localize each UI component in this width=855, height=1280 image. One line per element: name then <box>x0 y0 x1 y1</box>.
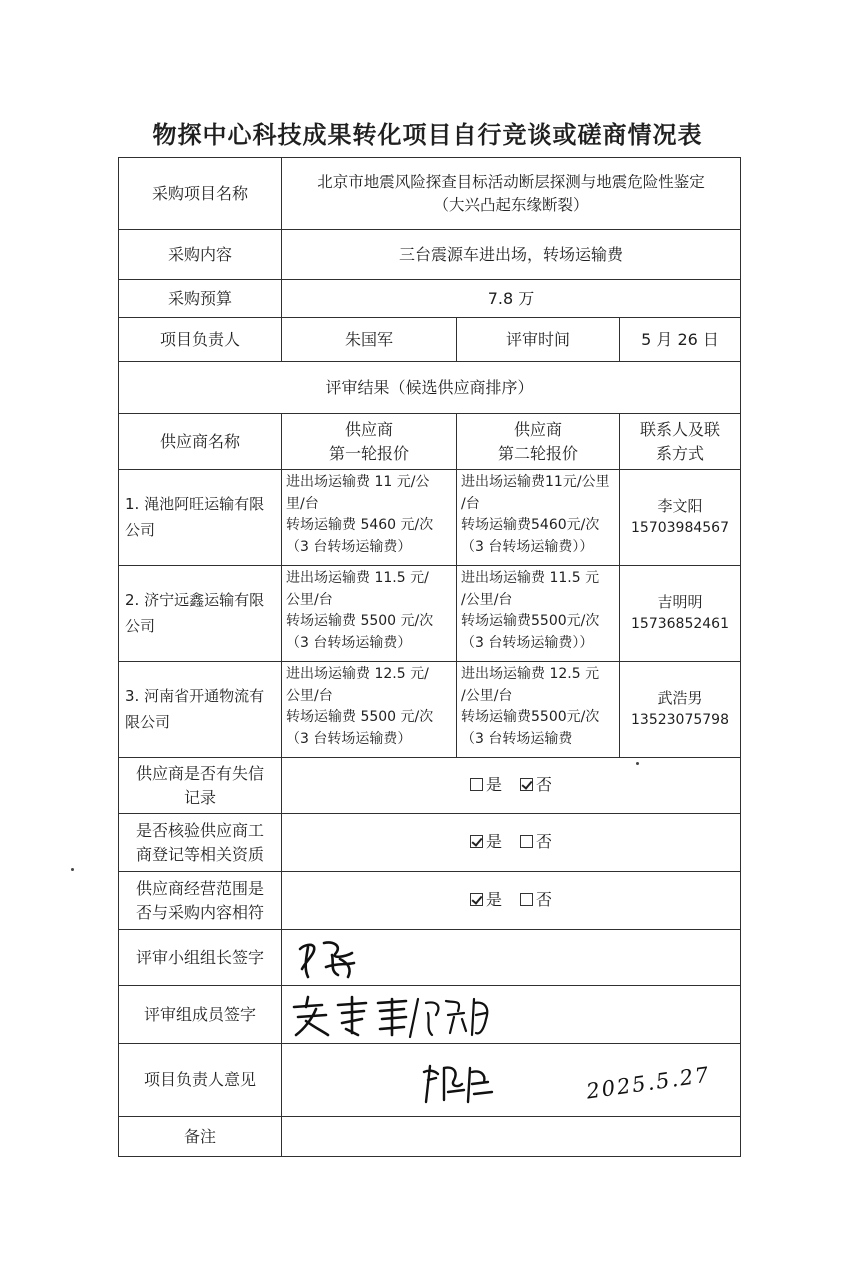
quote-line: 进出场运输费 11 元/公 <box>286 474 430 490</box>
manager-label: 项目负责人 <box>119 318 282 362</box>
check-label-line-1: 是否核验供应商工 <box>135 821 264 841</box>
scan-dot-mark <box>636 762 639 765</box>
quote-line: 转场运输费5500元/次 <box>461 613 600 630</box>
round2-quote-cell <box>457 470 620 566</box>
contact-phone: 15703984567 <box>631 520 729 537</box>
document-title: 物探中心科技成果转化项目自行竞谈或磋商情况表 <box>152 121 703 149</box>
quote-line: 进出场运输费 12.5 元/ <box>286 666 429 682</box>
check-label-cell <box>119 872 282 930</box>
quote-line: （3 台转场运输费 <box>461 731 573 748</box>
quote-line: 公里/台 <box>286 591 333 608</box>
supplier-name-line-1: 1. 渑池阿旺运输有限 <box>125 495 265 513</box>
supplier-name-cell <box>119 566 282 662</box>
round1-quote-cell <box>282 566 457 662</box>
quote-line: 转场运输费5460元/次 <box>461 517 600 534</box>
contact-cell <box>620 470 741 566</box>
business-scope-row <box>119 872 741 930</box>
round1-header-line-2: 第一轮报价 <box>328 443 409 463</box>
supplier-name-line-2: 限公司 <box>125 712 171 731</box>
no-checkbox-box <box>520 893 533 906</box>
quote-line: 进出场运输费 12.5 元 <box>461 666 600 682</box>
project-name-label: 采购项目名称 <box>119 158 282 230</box>
round2-quote-cell <box>457 662 620 758</box>
no-checkbox-label: 否 <box>536 832 553 852</box>
purchase-content-label: 采购内容 <box>119 230 282 280</box>
contact-cell <box>620 662 741 758</box>
quote-line: （3 台转场运输费） <box>286 539 412 556</box>
members-handwritten-signature <box>286 989 496 1041</box>
review-time-value: 5 月 26 日 <box>620 318 741 362</box>
members-signature-row <box>119 986 741 1044</box>
check-label-cell <box>119 814 282 872</box>
leader-signature-row <box>119 930 741 986</box>
quote-line: 转场运输费5500元/次 <box>461 709 600 726</box>
quote-line: 公里/台 <box>286 687 333 704</box>
remarks-label: 备注 <box>119 1117 282 1157</box>
yes-checkbox-box <box>470 835 483 848</box>
results-header-row <box>119 414 741 470</box>
remarks-cell[interactable] <box>282 1117 741 1157</box>
no-checkbox[interactable] <box>520 830 552 853</box>
check-options-cell <box>282 872 741 930</box>
supplier-name-header: 供应商名称 <box>119 414 282 470</box>
quote-line: 进出场运输费 11.5 元/ <box>286 570 429 586</box>
supplier-row <box>119 566 741 662</box>
members-signature-label: 评审组成员签字 <box>119 986 282 1044</box>
no-checkbox-label: 否 <box>536 890 553 910</box>
round1-header <box>282 414 457 470</box>
quote-line: /公里/台 <box>461 687 513 704</box>
contact-cell <box>620 566 741 662</box>
contact-header-line-2: 系方式 <box>656 443 705 463</box>
quote-line: 转场运输费 5460 元/次 <box>286 517 434 534</box>
project-name-value <box>282 158 741 230</box>
check-options-cell <box>282 814 741 872</box>
contact-name: 武浩男 <box>657 689 703 708</box>
project-name-row <box>119 158 741 230</box>
check-options-cell <box>282 758 741 814</box>
yes-checkbox-label: 是 <box>485 775 502 795</box>
check-label-line-2: 记录 <box>183 787 216 807</box>
manager-opinion-cell[interactable] <box>282 1044 741 1117</box>
yes-checkbox-box <box>470 893 483 906</box>
quote-line: （3 台转场运输费）） <box>461 635 594 652</box>
check-label-line-1: 供应商经营范围是 <box>135 879 264 899</box>
quote-line: /台 <box>461 495 480 512</box>
check-label-cell <box>119 758 282 814</box>
yes-checkbox[interactable] <box>470 830 502 853</box>
round2-quote-cell <box>457 566 620 662</box>
results-section-title: 评审结果（候选供应商排序） <box>119 362 741 414</box>
round2-header-line-2: 第二轮报价 <box>497 443 578 463</box>
leader-handwritten-signature <box>286 933 386 983</box>
no-checkbox[interactable] <box>520 773 552 796</box>
supplier-name-cell <box>119 470 282 566</box>
review-time-label: 评审时间 <box>457 318 620 362</box>
round1-quote-cell <box>282 470 457 566</box>
quote-line: （3 台转场运输费） <box>286 731 412 748</box>
members-signature-cell[interactable] <box>282 986 741 1044</box>
supplier-row <box>119 662 741 758</box>
quote-line: 转场运输费 5500 元/次 <box>286 613 434 630</box>
quote-line: 进出场运输费 11.5 元 <box>461 570 600 586</box>
no-checkbox-box <box>520 835 533 848</box>
results-title-row <box>119 362 741 414</box>
check-label-line-2: 商登记等相关资质 <box>135 844 264 864</box>
no-checkbox-box <box>520 778 533 791</box>
budget-label: 采购预算 <box>119 280 282 318</box>
purchase-content-row <box>119 230 741 280</box>
quote-line: （3 台转场运输费）） <box>461 539 594 556</box>
quote-line: /公里/台 <box>461 591 513 608</box>
manager-opinion-row <box>119 1044 741 1117</box>
supplier-name-line-1: 2. 济宁远鑫运输有限 <box>125 591 265 609</box>
round1-quote-cell <box>282 662 457 758</box>
yes-checkbox-label: 是 <box>485 890 502 910</box>
contact-name: 吉明明 <box>657 593 703 612</box>
scan-dot-mark <box>71 868 74 871</box>
project-name-line-2: （大兴凸起东缘断裂） <box>433 195 589 214</box>
remarks-row <box>119 1117 741 1157</box>
contact-header-line-1: 联系人及联 <box>640 420 721 440</box>
qualification-check-row <box>119 814 741 872</box>
supplier-row <box>119 470 741 566</box>
project-name-line-1: 北京市地震风险探查目标活动断层探测与地震危险性鉴定 <box>317 173 705 192</box>
contact-name: 李文阳 <box>657 497 703 516</box>
supplier-name-line-2: 公司 <box>125 616 156 635</box>
credit-record-row <box>119 758 741 814</box>
contact-phone: 13523075798 <box>631 712 729 729</box>
quote-line: （3 台转场运输费） <box>286 635 412 652</box>
yes-checkbox[interactable] <box>470 773 502 796</box>
yes-checkbox-label: 是 <box>485 832 502 852</box>
manager-signature-date: 2025.5.27 <box>584 1062 712 1104</box>
budget-value: 7.8 万 <box>282 280 741 318</box>
leader-signature-label: 评审小组组长签字 <box>119 930 282 986</box>
yes-checkbox[interactable] <box>470 888 502 911</box>
round1-header-line-1: 供应商 <box>344 420 393 440</box>
manager-handwritten-signature <box>414 1056 514 1108</box>
manager-opinion-label: 项目负责人意见 <box>119 1044 282 1117</box>
supplier-name-line-1: 3. 河南省开通物流有 <box>125 687 265 705</box>
supplier-name-cell <box>119 662 282 758</box>
no-checkbox[interactable] <box>520 888 552 911</box>
supplier-name-line-2: 公司 <box>125 520 156 539</box>
check-label-line-2: 否与采购内容相符 <box>135 902 264 922</box>
quote-line: 转场运输费 5500 元/次 <box>286 709 434 726</box>
contact-header <box>620 414 741 470</box>
budget-row <box>119 280 741 318</box>
check-label-line-1: 供应商是否有失信 <box>135 764 264 784</box>
purchase-content-value: 三台震源车进出场，转场运输费 <box>282 230 741 280</box>
manager-row <box>119 318 741 362</box>
yes-checkbox-box <box>470 778 483 791</box>
procurement-form-table <box>118 157 741 1157</box>
manager-value: 朱国军 <box>282 318 457 362</box>
quote-line: 进出场运输费11元/公里 <box>461 474 610 490</box>
round2-header <box>457 414 620 470</box>
quote-line: 里/台 <box>286 495 319 512</box>
round2-header-line-1: 供应商 <box>513 420 562 440</box>
contact-phone: 15736852461 <box>631 616 729 633</box>
no-checkbox-label: 否 <box>536 775 553 795</box>
leader-signature-cell[interactable] <box>282 930 741 986</box>
